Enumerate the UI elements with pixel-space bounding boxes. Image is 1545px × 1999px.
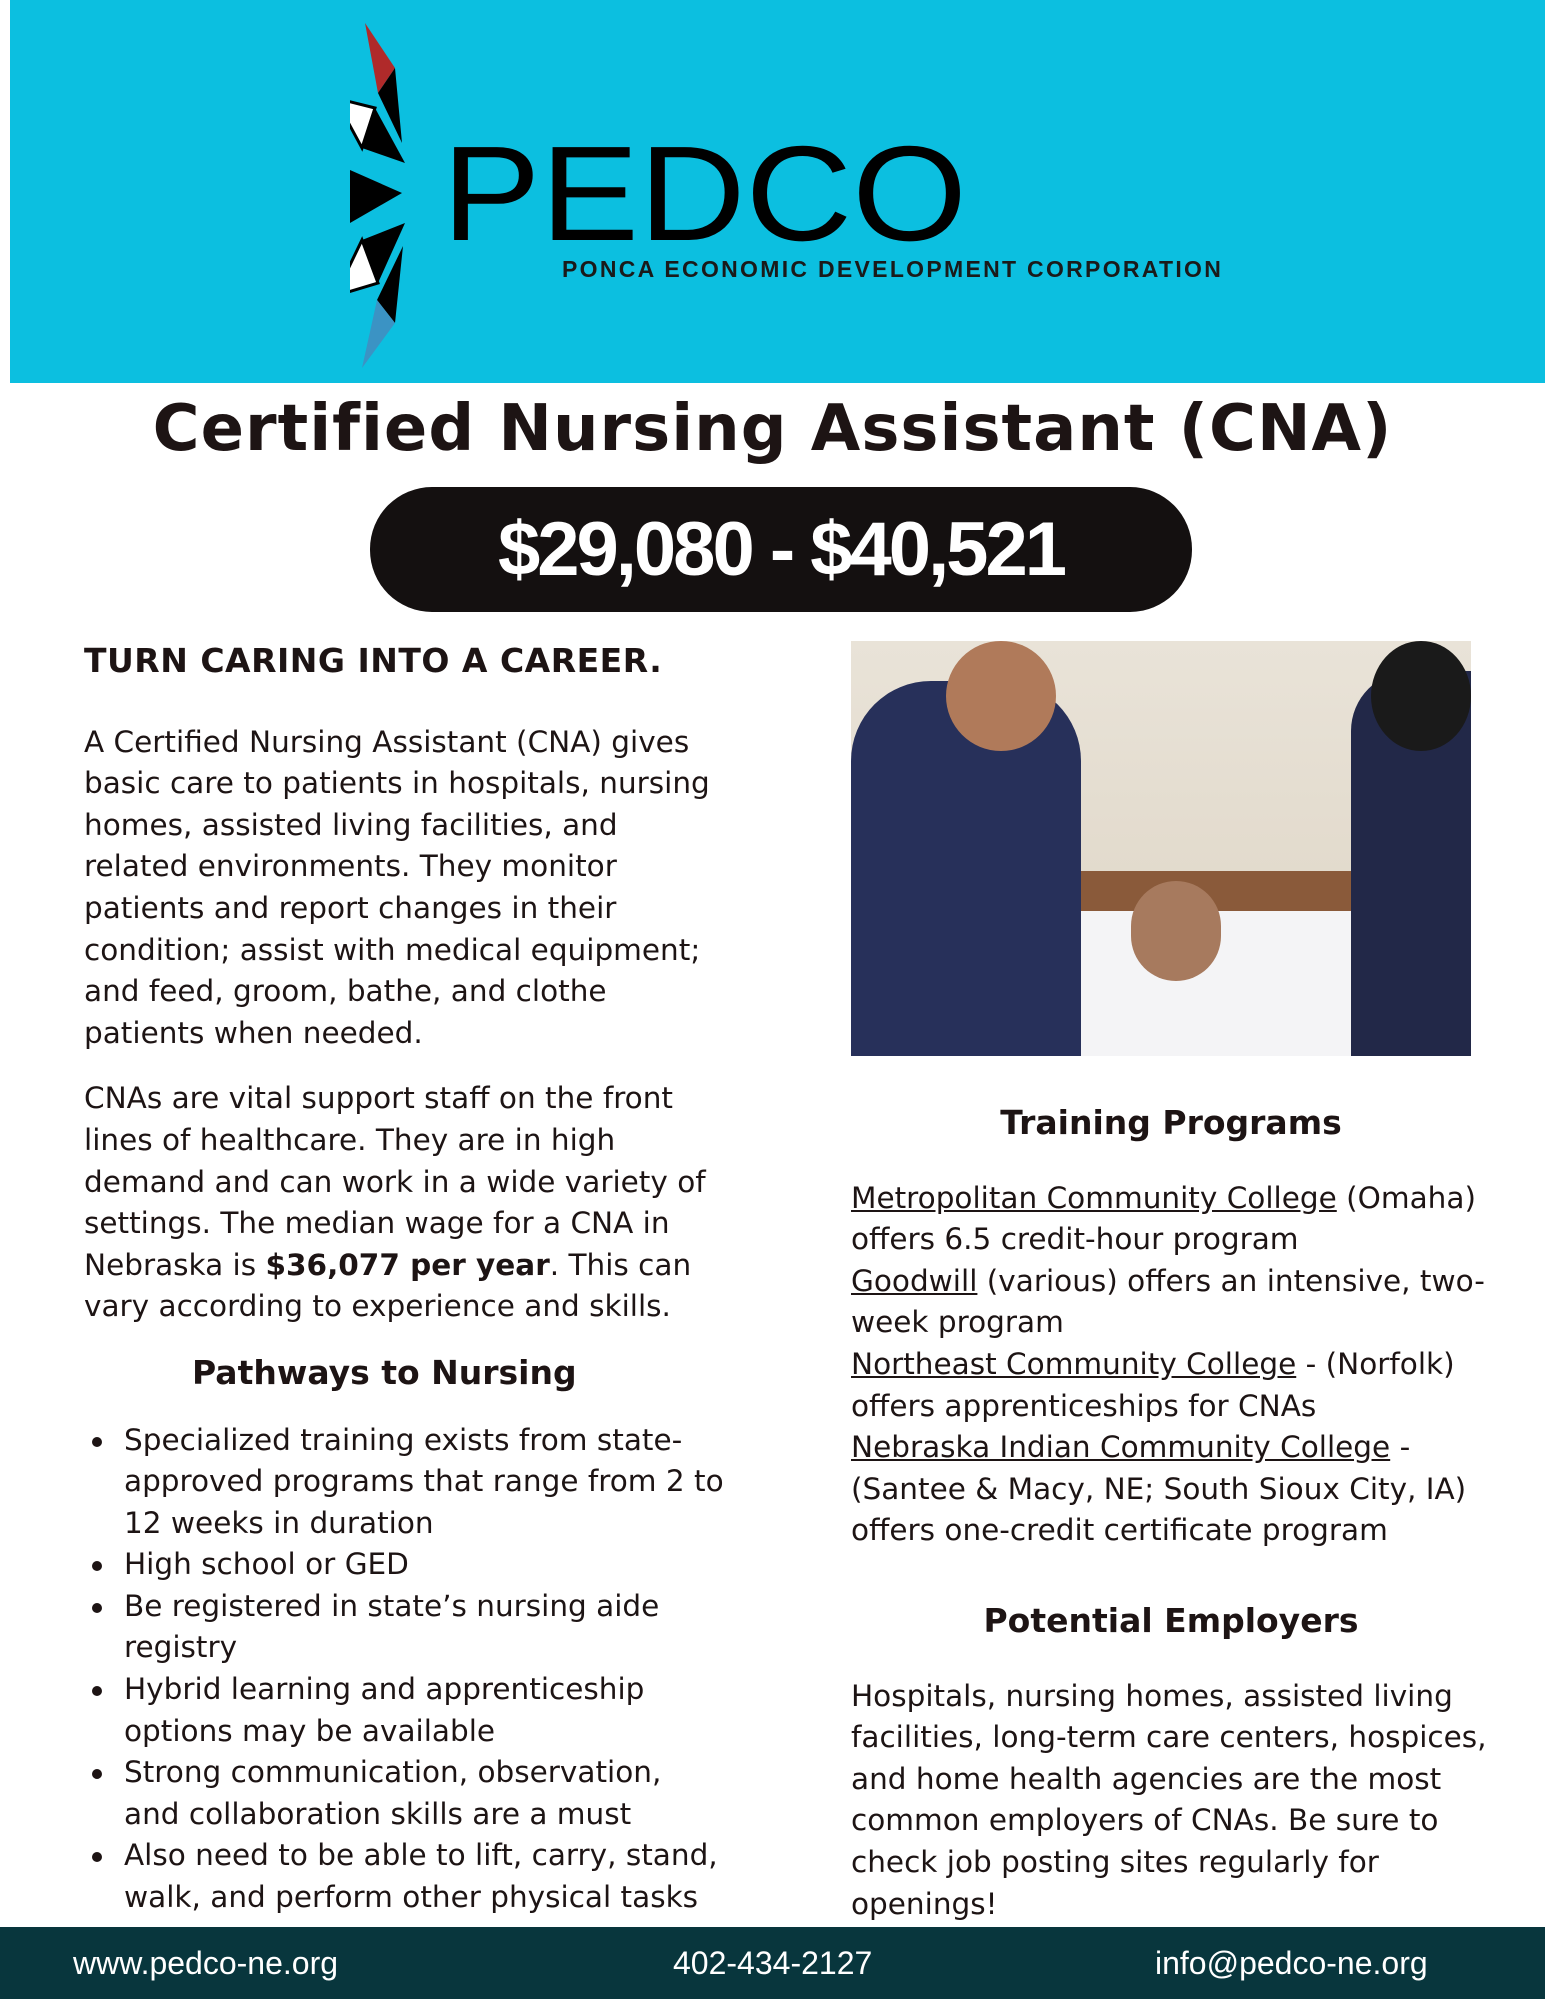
footer bbox=[0, 1927, 1545, 1999]
employers-paragraph: Hospitals, nursing homes, assisted living facilities, long-term care centers, hospices, and home health agencies are the most common employers of CNAs. Be sure to check job posting sites regularly for openings! bbox=[851, 1678, 1487, 1921]
list-item: Specialized training exists from state-approved programs that range from 2 to 12 weeks in duration bbox=[84, 1420, 724, 1545]
list-item: Be registered in state’s nursing aide registry bbox=[84, 1586, 724, 1669]
logo-subtitle: PONCA ECONOMIC DEVELOPMENT CORPORATION bbox=[562, 256, 1224, 282]
page-title: Certified Nursing Assistant (CNA) bbox=[152, 392, 1393, 466]
program-detail: (Omaha) offers 6.5 credit-hour program bbox=[851, 1180, 1476, 1257]
list-item: Strong communication, observation, and collaboration skills are a must bbox=[84, 1752, 724, 1835]
program-link[interactable]: Goodwill bbox=[851, 1263, 978, 1298]
program-link[interactable]: Northeast Community College bbox=[851, 1346, 1297, 1381]
pathways-list bbox=[84, 1420, 724, 1919]
program-detail: - (Norfolk) offers apprenticeships for CNAs bbox=[851, 1346, 1455, 1423]
program-item bbox=[851, 1427, 1491, 1552]
section-heading: TURN CARING INTO A CAREER. bbox=[84, 641, 663, 680]
wage-paragraph bbox=[84, 1078, 724, 1328]
intro-paragraph: A Certified Nursing Assistant (CNA) gives basic care to patients in hospitals, nursing homes, assisted living facilities, and related environments. They monitor patients and report changes in their condition; assist with medical equipment; and feed, groom, bathe, and clothe patients when needed. bbox=[84, 724, 710, 1050]
phone-number[interactable]: 402-434-2127 bbox=[673, 1945, 873, 1981]
text: CNAs are vital support staff on the front lines of healthcare. They are in high demand and can work in a wide variety of settings. The median wage for a CNA in Nebraska is bbox=[84, 1081, 706, 1282]
list-item: Also need to be able to lift, carry, stand, walk, and perform other physical tasks bbox=[84, 1835, 724, 1918]
employers-heading: Potential Employers bbox=[983, 1600, 1359, 1640]
website-link[interactable]: www.pedco-ne.org bbox=[73, 1945, 339, 1981]
header-banner bbox=[10, 0, 1545, 383]
program-item bbox=[851, 1178, 1491, 1261]
text: . This can vary according to experience and skills. bbox=[84, 1247, 692, 1324]
program-link[interactable]: Nebraska Indian Community College bbox=[851, 1430, 1391, 1465]
program-item bbox=[851, 1261, 1491, 1344]
list-item: Hybrid learning and apprenticeship options may be available bbox=[84, 1669, 724, 1752]
right-column bbox=[851, 1078, 1491, 1949]
salary-range-badge: $29,080 - $40,521 bbox=[370, 487, 1192, 612]
median-wage: $36,077 per year bbox=[265, 1247, 550, 1282]
program-detail: - (Santee & Macy, NE; South Sioux City, IA) offers one-credit certificate program bbox=[851, 1430, 1467, 1548]
email-link[interactable]: info@pedco-ne.org bbox=[1155, 1945, 1428, 1981]
svg-text:PEDCO: PEDCO bbox=[442, 118, 967, 269]
cna-training-photo bbox=[851, 641, 1471, 1056]
left-column bbox=[84, 640, 744, 1919]
pedco-logo bbox=[350, 18, 1230, 373]
pathways-heading: Pathways to Nursing bbox=[192, 1352, 577, 1392]
training-heading: Training Programs bbox=[1000, 1103, 1342, 1142]
program-item bbox=[851, 1344, 1491, 1427]
list-item: High school or GED bbox=[84, 1544, 724, 1586]
program-detail: (various) offers an intensive, two-week program bbox=[851, 1263, 1485, 1340]
program-link[interactable]: Metropolitan Community College bbox=[851, 1180, 1337, 1215]
